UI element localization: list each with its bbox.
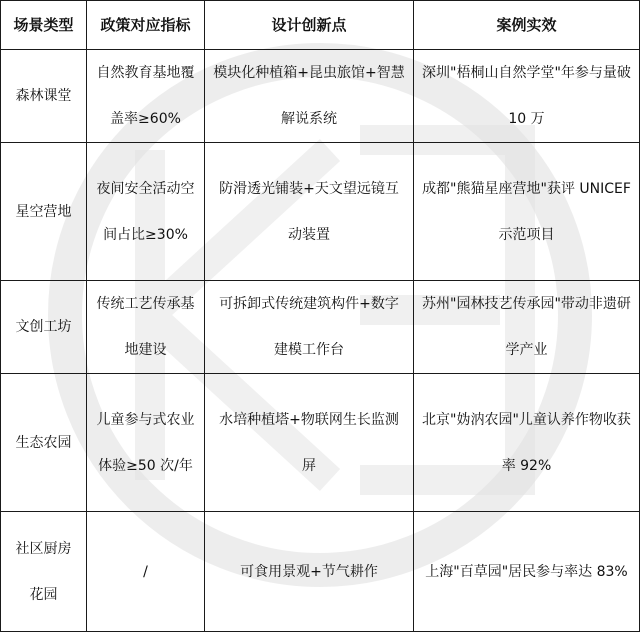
header-scene-type: 场景类型	[1, 1, 87, 50]
header-row	[1, 1, 640, 50]
indicator-cell: /	[87, 512, 205, 632]
table-row	[1, 281, 640, 374]
indicator-cell: 夜间安全活动空间占比≥30%	[87, 143, 205, 281]
header-policy-indicator: 政策对应指标	[87, 1, 205, 50]
table-row	[1, 50, 640, 143]
innovation-cell: 可拆卸式传统建筑构件+数字建模工作台	[205, 281, 414, 374]
innovation-cell: 可食用景观+节气耕作	[205, 512, 414, 632]
scene-cell: 生态农园	[1, 374, 87, 512]
effect-cell: 苏州"园林技艺传承园"带动非遗研学产业	[414, 281, 640, 374]
header-case-effect: 案例实效	[414, 1, 640, 50]
effect-cell: 深圳"梧桐山自然学堂"年参与量破 10 万	[414, 50, 640, 143]
indicator-cell: 儿童参与式农业体验≥50 次/年	[87, 374, 205, 512]
effect-cell: 北京"妫汭农园"儿童认养作物收获率 92%	[414, 374, 640, 512]
scene-cell: 文创工坊	[1, 281, 87, 374]
innovation-cell: 模块化种植箱+昆虫旅馆+智慧解说系统	[205, 50, 414, 143]
table-row	[1, 143, 640, 281]
table-row	[1, 512, 640, 632]
innovation-cell: 防滑透光铺装+天文望远镜互动装置	[205, 143, 414, 281]
header-design-innovation: 设计创新点	[205, 1, 414, 50]
innovation-cell: 水培种植塔+物联网生长监测屏	[205, 374, 414, 512]
effect-cell: 上海"百草园"居民参与率达 83%	[414, 512, 640, 632]
indicator-cell: 传统工艺传承基地建设	[87, 281, 205, 374]
table-row	[1, 374, 640, 512]
scene-cell: 社区厨房花园	[1, 512, 87, 632]
scene-cell: 森林课堂	[1, 50, 87, 143]
scene-cell: 星空营地	[1, 143, 87, 281]
indicator-cell: 自然教育基地覆盖率≥60%	[87, 50, 205, 143]
effect-cell: 成都"熊猫星座营地"获评 UNICEF 示范项目	[414, 143, 640, 281]
